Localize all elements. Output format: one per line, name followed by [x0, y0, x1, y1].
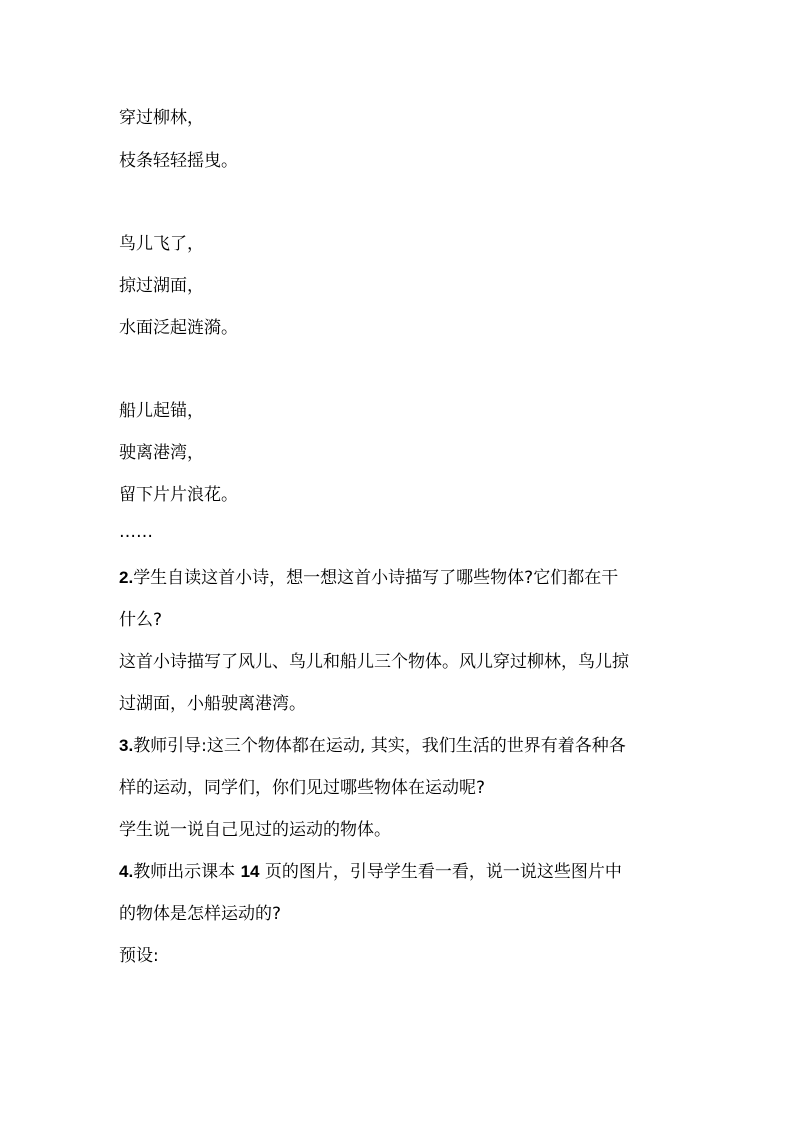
item3-text-line1: 教师引导:这三个物体都在运动, 其实，我们生活的世界有着各种各 — [133, 736, 626, 756]
item3-question-line1 — [119, 734, 679, 758]
item4-question-line1 — [119, 860, 679, 884]
poem-stanza1-line1: 穿过柳林， — [119, 108, 204, 128]
item4-page-number: 14 — [240, 862, 260, 881]
item4-question-line2: 的物体是怎样运动的? — [119, 904, 282, 924]
item2-text-line1: 学生自读这首小诗，想一想这首小诗描写了哪些物体?它们都在干 — [133, 568, 619, 588]
poem-stanza2-line1: 鸟儿飞了， — [119, 234, 204, 254]
item3-question-line2: 样的运动，同学们，你们见过哪些物体在运动呢? — [119, 778, 486, 798]
item2-number: 2. — [119, 568, 134, 587]
poem-stanza3-line2: 驶离港湾， — [119, 443, 204, 463]
item3-answer-line1: 学生说一说自己见过的运动的物体。 — [119, 820, 391, 840]
poem-ellipsis: …… — [119, 522, 153, 542]
item3-number: 3. — [119, 736, 134, 755]
item2-question-line2: 什么? — [119, 610, 163, 630]
item4-text-line1a: 教师出示课本 — [133, 862, 241, 882]
poem-stanza2-line3: 水面泛起涟漪。 — [119, 318, 238, 338]
item4-text-line1b: 页的图片，引导学生看一看，说一说这些图片中 — [259, 862, 622, 882]
poem-stanza2-line2: 掠过湖面， — [119, 276, 204, 296]
poem-stanza1-line2: 枝条轻轻摇曳。 — [119, 151, 238, 171]
item2-question-line1 — [119, 566, 679, 590]
item2-answer-line2: 过湖面，小船驶离港湾。 — [119, 694, 306, 714]
item4-number: 4. — [119, 862, 134, 881]
poem-stanza3-line1: 船儿起锚， — [119, 401, 204, 421]
item2-answer-line1: 这首小诗描写了风儿、鸟儿和船儿三个物体。风儿穿过柳林，鸟儿掠 — [119, 652, 629, 672]
poem-stanza3-line3: 留下片片浪花。 — [119, 485, 238, 505]
item4-preset-label: 预设: — [119, 946, 159, 966]
